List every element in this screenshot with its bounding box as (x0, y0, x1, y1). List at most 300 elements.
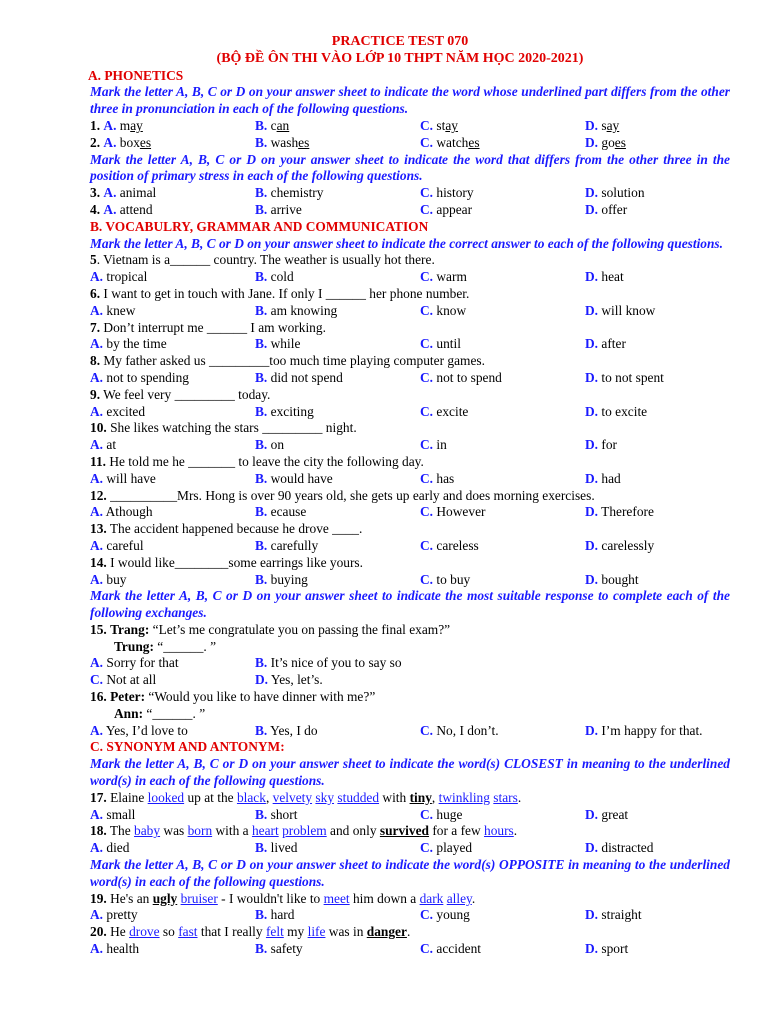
option-text: safety (270, 941, 303, 957)
question-word: - I wouldn't like to (217, 890, 324, 906)
option-c: C. Not at all (90, 672, 157, 688)
option-text: while (270, 336, 301, 352)
section-b-heading: B. VOCABULRY, GRAMMAR AND COMMUNICATION (90, 218, 429, 234)
option-text: ecause (270, 504, 307, 520)
question-number: 10. (90, 420, 107, 436)
option-text: in (436, 437, 447, 453)
option-b (255, 504, 420, 521)
section-a-heading: A. PHONETICS (88, 67, 184, 83)
option-text: hard (270, 907, 295, 923)
option-text: excite (436, 403, 469, 419)
option-letter: D. (585, 302, 599, 318)
option-text: for (601, 437, 618, 453)
option-a: A. Sorry for that (90, 655, 179, 671)
question-2 (90, 135, 730, 152)
option-b (255, 303, 420, 320)
question-text: __________Mrs. Hong is over 90 years old, she gets up early and does morning exercises. (106, 487, 595, 503)
option-letter: C. (420, 504, 434, 520)
question-18 (90, 823, 730, 857)
question-18-prompt (90, 823, 730, 840)
option-d (585, 404, 750, 421)
option-text: know (436, 302, 467, 318)
question-word: survived (379, 823, 429, 839)
option-text: to buy (436, 571, 471, 587)
option-b (255, 336, 420, 353)
option-d (585, 807, 750, 824)
question-text: I would like________some earrings like yours. (106, 554, 363, 570)
option-c (420, 907, 585, 924)
option-letter: B. (255, 941, 268, 957)
option-c (420, 336, 585, 353)
question-word: . (471, 890, 476, 906)
question-word: with a (212, 823, 252, 839)
question-text: My father asked us _________too much time playing computer games. (100, 353, 485, 369)
option-letter: B. (255, 336, 268, 352)
option-b (255, 269, 420, 286)
option-letter: C. (420, 571, 434, 587)
option-text: played (436, 840, 473, 856)
question-word: baby (134, 823, 161, 839)
option-text: tropical (106, 269, 148, 285)
question-number: 19. (90, 890, 107, 906)
question-number: 8. (90, 353, 101, 369)
option-b (255, 370, 420, 387)
question-16-reply: Ann: “______. ” (114, 705, 206, 721)
option-text: small (106, 806, 136, 822)
option-a: A. Yes, I’d love to (90, 722, 188, 738)
option-letter: D. (585, 369, 599, 385)
question-word: life (307, 924, 326, 940)
question-13-prompt (90, 521, 730, 538)
option-a (90, 572, 255, 589)
option-d (585, 437, 750, 454)
question-17-prompt (90, 790, 730, 807)
option-letter: D. (585, 907, 599, 923)
option-letter: C. (420, 537, 434, 553)
question-number: 14. (90, 554, 107, 570)
option-d: D. solution (585, 185, 645, 201)
option-b: B. washes (255, 134, 310, 150)
option-d (585, 907, 750, 924)
question-text: We feel very _________ today. (100, 386, 271, 402)
option-b: B. can (255, 117, 290, 133)
option-c (420, 303, 585, 320)
question-word: stars (493, 789, 518, 805)
question-word: felt (265, 924, 284, 940)
question-17 (90, 790, 730, 824)
option-b: B. chemistry (255, 185, 324, 201)
option-text: bought (601, 571, 639, 587)
question-15-options-row2 (90, 672, 730, 689)
option-letter: B. (255, 437, 268, 453)
option-text: Therefore (601, 504, 654, 520)
option-text: by the time (106, 336, 167, 352)
q8-options (90, 370, 730, 387)
option-d (585, 370, 750, 387)
option-letter: B. (255, 369, 268, 385)
option-letter: A. (90, 302, 104, 318)
option-d (585, 538, 750, 555)
mcq-block (90, 252, 730, 588)
option-letter: A. (90, 571, 104, 587)
question-word: sky (315, 789, 335, 805)
option-text: will know (601, 302, 656, 318)
option-text: to excite (601, 403, 648, 419)
question-word: alley (446, 890, 472, 906)
question-20 (90, 924, 730, 958)
question-text: She likes watching the stars _________ night. (106, 420, 357, 436)
question-word: drove (129, 924, 160, 940)
option-text: died (106, 840, 130, 856)
option-b (255, 840, 420, 857)
question-number: 9. (90, 386, 101, 402)
q7-options (90, 336, 730, 353)
question-1 (90, 118, 730, 135)
option-c (420, 370, 585, 387)
question-word: my (283, 924, 308, 940)
option-a (90, 336, 255, 353)
q6-options (90, 303, 730, 320)
option-text: great (601, 806, 629, 822)
section-c-heading: C. SYNONYM AND ANTONYM: (90, 739, 285, 755)
question-word: was in (325, 924, 367, 940)
option-letter: D. (585, 403, 599, 419)
option-text: straight (601, 907, 642, 923)
option-letter: D. (585, 470, 599, 486)
option-a (90, 538, 255, 555)
option-text: to not spent (601, 369, 664, 385)
option-c (420, 269, 585, 286)
option-d (585, 471, 750, 488)
question-number: 6. (90, 285, 101, 301)
option-letter: C. (420, 941, 434, 957)
option-text: until (436, 336, 461, 352)
option-letter: A. (90, 403, 104, 419)
option-letter: D. (585, 941, 599, 957)
option-text: am knowing (270, 302, 338, 318)
question-11-prompt (90, 454, 730, 471)
question-word: and only (326, 823, 380, 839)
question-12-prompt (90, 488, 730, 505)
option-text: after (601, 336, 626, 352)
option-text: health (106, 941, 140, 957)
question-word: black (236, 789, 266, 805)
question-text: The accident happened because he drove ____. (106, 521, 363, 537)
question-word: . (406, 924, 411, 940)
option-a (90, 303, 255, 320)
option-letter: C. (420, 403, 434, 419)
option-c (420, 572, 585, 589)
option-text: will have (106, 470, 156, 486)
question-word: He (110, 924, 130, 940)
option-c: C. No, I don’t. (420, 722, 499, 738)
option-a (90, 941, 255, 958)
option-a: 4. A. attend (90, 201, 153, 217)
question-word: Elaine (110, 789, 148, 805)
question-number: 18. (90, 823, 107, 839)
option-text: on (270, 437, 285, 453)
option-letter: D. (585, 571, 599, 587)
question-word: velvety (272, 789, 313, 805)
test-title: PRACTICE TEST 070 (331, 34, 469, 49)
option-letter: B. (255, 840, 268, 856)
option-c (420, 941, 585, 958)
option-text: sport (601, 941, 629, 957)
question-number: 13. (90, 521, 107, 537)
option-c (420, 807, 585, 824)
question-19-prompt (90, 891, 730, 908)
option-letter: C. (420, 907, 434, 923)
option-d (585, 504, 750, 521)
question-word: , (265, 789, 273, 805)
option-letter: A. (90, 470, 104, 486)
option-b (255, 538, 420, 555)
question-3 (90, 185, 730, 202)
option-a (90, 269, 255, 286)
option-letter: A. (90, 537, 104, 553)
option-text: distracted (601, 840, 654, 856)
question-10-prompt (90, 420, 730, 437)
option-c: C. appear (420, 201, 473, 217)
question-word: looked (147, 789, 185, 805)
option-letter: B. (255, 470, 268, 486)
question-word: . (513, 823, 518, 839)
option-letter: C. (420, 840, 434, 856)
option-c (420, 504, 585, 521)
question-word: twinkling (438, 789, 490, 805)
question-word: studded (337, 789, 380, 805)
question-word: meet (323, 890, 350, 906)
option-text: careful (106, 537, 144, 553)
instruction-c1: Mark the letter A, B, C or D on your answer sheet to indicate the word(s) CLOSEST in meaning to the underlined word(s) in each of the following questions. (90, 756, 730, 789)
option-d (585, 269, 750, 286)
option-d (585, 941, 750, 958)
instruction-b1: Mark the letter A, B, C or D on your answer sheet to indicate the correct answer to each of the following questions. (90, 235, 723, 251)
instruction-a1: Mark the letter A, B, C or D on your answer sheet to indicate the word whose underlined part differs from the other three in pronunciation in each of the following questions. (90, 84, 730, 117)
option-letter: C. (420, 470, 434, 486)
option-a (90, 370, 255, 387)
option-letter: B. (255, 302, 268, 318)
question-text: He told me he _______ to leave the city the following day. (106, 453, 424, 469)
question-word: for a few (428, 823, 485, 839)
question-15-reply: Trung: “______. ” (114, 638, 217, 654)
question-word: was (160, 823, 188, 839)
test-subtitle: (BỘ ĐỀ ÔN THI VÀO LỚP 10 THPT NĂM HỌC 2020-2021) (216, 50, 584, 66)
question-word: He's an (110, 890, 153, 906)
option-text: buy (106, 571, 127, 587)
option-letter: C. (420, 336, 434, 352)
q20-options (90, 941, 730, 958)
option-a (90, 437, 255, 454)
q18-options (90, 840, 730, 857)
option-b: B. arrive (255, 201, 302, 217)
question-word: born (187, 823, 213, 839)
option-letter: B. (255, 403, 268, 419)
instruction-c2: Mark the letter A, B, C or D on your answer sheet to indicate the word(s) OPPOSITE in meaning to the underlined word(s) in each of the following questions. (90, 857, 730, 889)
question-word: . (517, 789, 522, 805)
question-15-prompt: 15. Trang: “Let’s me congratulate you on passing the final exam?” (90, 621, 451, 637)
option-a (90, 504, 255, 521)
option-text: huge (436, 806, 463, 822)
option-d: D. I’m happy for that. (585, 722, 703, 738)
option-letter: B. (255, 806, 268, 822)
q13-options (90, 538, 730, 555)
option-letter: C. (420, 806, 434, 822)
question-word: him down a (349, 890, 420, 906)
option-letter: D. (585, 269, 599, 285)
option-text: However (436, 504, 486, 520)
option-letter: D. (585, 537, 599, 553)
option-c (420, 471, 585, 488)
option-text: young (436, 907, 470, 923)
option-letter: D. (585, 840, 599, 856)
option-letter: D. (585, 437, 599, 453)
option-letter: A. (90, 336, 104, 352)
option-letter: B. (255, 537, 268, 553)
option-d: D. offer (585, 201, 628, 217)
option-b: B. Yes, I do (255, 722, 318, 738)
option-letter: A. (90, 941, 104, 957)
option-b (255, 907, 420, 924)
q9-options (90, 404, 730, 421)
option-d (585, 840, 750, 857)
option-letter: A. (90, 504, 104, 520)
question-number: 12. (90, 487, 107, 503)
question-word: problem (282, 823, 327, 839)
option-b (255, 404, 420, 421)
option-letter: C. (420, 302, 434, 318)
question-word: heart (251, 823, 279, 839)
q14-options (90, 572, 730, 589)
question-text: I want to get in touch with Jane. If only I ______ her phone number. (100, 285, 470, 301)
option-letter: A. (90, 369, 104, 385)
option-c (420, 840, 585, 857)
option-b (255, 941, 420, 958)
option-letter: A. (90, 806, 104, 822)
question-word: tiny (409, 789, 432, 805)
q17-options (90, 807, 730, 824)
option-text: at (106, 437, 117, 453)
question-4 (90, 202, 730, 219)
option-text: knew (106, 302, 136, 318)
option-a: 3. A. animal (90, 185, 157, 201)
question-word: bruiser (180, 890, 218, 906)
question-6-prompt (90, 286, 730, 303)
q11-options (90, 471, 730, 488)
option-a (90, 471, 255, 488)
option-d: D. goes (585, 134, 626, 150)
q10-options (90, 437, 730, 454)
option-letter: B. (255, 504, 268, 520)
option-text: pretty (106, 907, 138, 923)
question-word: , (431, 789, 439, 805)
option-d (585, 303, 750, 320)
option-text: not to spend (436, 369, 502, 385)
instruction-b2: Mark the letter A, B, C or D on your answer sheet to indicate the most suitable response to complete each of the following exchanges. (90, 588, 730, 621)
question-5-prompt (90, 252, 730, 269)
option-letter: C. (420, 269, 434, 285)
option-c (420, 538, 585, 555)
option-letter: B. (255, 269, 268, 285)
question-text: . Vietnam is a______ country. The weather is usually hot there. (96, 252, 435, 268)
option-text: would have (270, 470, 333, 486)
option-d (585, 336, 750, 353)
option-text: excited (106, 403, 146, 419)
option-b (255, 437, 420, 454)
question-word: fast (178, 924, 198, 940)
question-16-options (90, 723, 730, 740)
instruction-a2: Mark the letter A, B, C or D on your answer sheet to indicate the word that differs from the other three in the position of primary stress in each of the following questions. (90, 151, 730, 184)
question-word: ugly (152, 890, 178, 906)
option-c: C. history (420, 185, 474, 201)
question-number: 17. (90, 789, 107, 805)
option-text: warm (436, 269, 467, 285)
option-text: buying (270, 571, 308, 587)
option-letter: A. (90, 269, 104, 285)
option-letter: D. (585, 504, 599, 520)
option-text: exciting (270, 403, 314, 419)
option-text: did not spend (270, 369, 343, 385)
question-word: The (109, 823, 135, 839)
option-text: short (270, 806, 298, 822)
option-letter: D. (585, 806, 599, 822)
option-d (585, 572, 750, 589)
option-b (255, 572, 420, 589)
option-letter: C. (420, 437, 434, 453)
question-number: 20. (90, 924, 107, 940)
question-8-prompt (90, 353, 730, 370)
option-text: accident (436, 941, 481, 957)
question-20-prompt (90, 924, 730, 941)
question-number: 11. (90, 453, 106, 469)
question-word: dark (419, 890, 444, 906)
question-15-options-row1 (90, 655, 730, 672)
option-text: has (436, 470, 455, 486)
option-letter: D. (585, 336, 599, 352)
option-c: C. stay (420, 117, 458, 133)
option-letter: A. (90, 840, 104, 856)
question-word: that I really (197, 924, 266, 940)
question-text: Don’t interrupt me ______ I am working. (100, 319, 326, 335)
option-letter: C. (420, 369, 434, 385)
q5-options (90, 269, 730, 286)
option-text: careless (436, 537, 479, 553)
option-b: B. It’s nice of you to say so (255, 655, 402, 671)
option-text: carefully (270, 537, 319, 553)
option-d: D. Yes, let’s. (255, 672, 323, 688)
option-letter: B. (255, 571, 268, 587)
option-c (420, 404, 585, 421)
option-text: lived (270, 840, 298, 856)
question-19 (90, 891, 730, 925)
option-a: 2. A. boxes (90, 134, 152, 150)
question-number: 5 (90, 252, 97, 268)
question-16-prompt: 16. Peter: “Would you like to have dinner with me?” (90, 689, 376, 705)
option-a (90, 840, 255, 857)
q12-options (90, 504, 730, 521)
option-text: not to spending (106, 369, 189, 385)
option-d: D. say (585, 117, 620, 133)
option-a (90, 807, 255, 824)
option-text: had (601, 470, 621, 486)
question-word: with (379, 789, 410, 805)
option-letter: A. (90, 907, 104, 923)
question-9-prompt (90, 387, 730, 404)
option-text: cold (270, 269, 294, 285)
question-word: danger (366, 924, 407, 940)
question-word: hours (484, 823, 514, 839)
option-b (255, 471, 420, 488)
